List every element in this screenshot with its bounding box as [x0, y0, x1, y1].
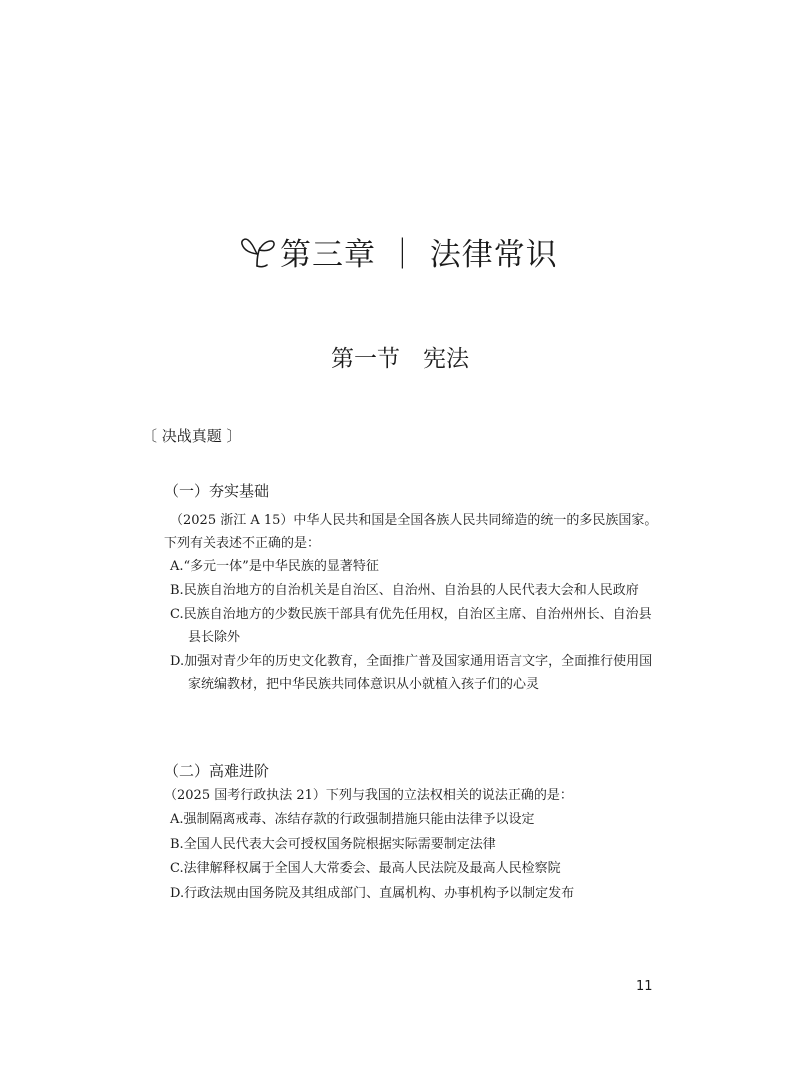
- option-text: “多元一体”是中华民族的显著特征: [183, 559, 379, 574]
- option-item: [170, 808, 662, 833]
- block-heading: 〔 决战真题 〕: [142, 427, 242, 445]
- group-1-heading: （一）夯实基础: [164, 482, 270, 500]
- option-text: 民族自治地方的自治机关是自治区、自治州、自治县的人民代表大会和人民政府: [183, 583, 639, 598]
- option-text: 民族自治地方的少数民族干部具有优先任用权，自治区主席、自治州州长、自治县县长除外: [183, 607, 652, 645]
- section-title: 第一节 宪法: [331, 346, 469, 372]
- group-2-options: [170, 808, 662, 906]
- option-letter: B.: [170, 583, 184, 598]
- option-letter: D.: [170, 885, 185, 901]
- option-letter: A.: [170, 559, 184, 574]
- option-letter: B.: [170, 836, 184, 852]
- option-item: [170, 579, 662, 602]
- group-1-options: [170, 555, 662, 697]
- option-text: 全国人民代表大会可授权国务院根据实际需要制定法律: [183, 836, 496, 852]
- option-letter: A.: [170, 812, 184, 827]
- option-letter: D.: [170, 654, 185, 669]
- sprout-icon: [236, 232, 278, 270]
- option-item: [170, 650, 662, 696]
- option-letter: C.: [170, 861, 184, 876]
- group-2-question: （2025 国考行政执法 21）下列与我国的立法权相关的说法正确的是：: [164, 788, 573, 803]
- option-item: [170, 555, 662, 578]
- option-text: 法律解释权属于全国人大常委会、最高人民法院及最高人民检察院: [183, 861, 561, 876]
- option-item: [170, 882, 662, 907]
- option-text: 强制隔离戒毒、冻结存款的行政强制措施只能由法律予以设定: [183, 812, 535, 827]
- chapter-header: [236, 226, 558, 276]
- option-text: 加强对青少年的历史文化教育，全面推广普及国家通用语言文字，全面推行使用国家统编教材，把中华民族共同体意识从小就植入孩子们的心灵: [184, 654, 653, 692]
- group-2-heading: （二）高难进阶: [164, 762, 270, 780]
- option-text: 行政法规由国务院及其组成部门、直属机构、办事机构予以制定发布: [184, 885, 575, 901]
- option-letter: C.: [170, 607, 184, 622]
- group-1-question: （2025 浙江 A 15）中华人民共和国是全国各族人民共同缔造的统一的多民族国家。下列有关表述不正确的是：: [164, 513, 658, 551]
- option-item: [170, 857, 662, 882]
- option-item: [170, 603, 662, 649]
- chapter-title: 第三章 ｜ 法律常识: [280, 236, 558, 273]
- page-number: 11: [636, 979, 653, 994]
- option-item: [170, 833, 662, 858]
